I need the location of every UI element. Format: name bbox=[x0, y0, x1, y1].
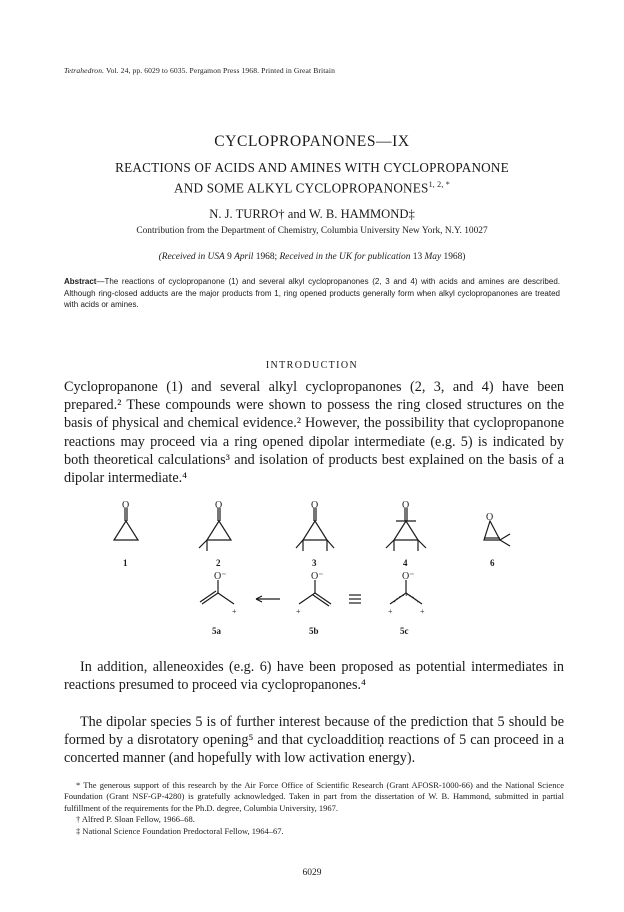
anion-5b: O⁻ bbox=[311, 571, 324, 582]
equivalence-sign bbox=[349, 595, 361, 603]
label-6: 6 bbox=[490, 558, 495, 568]
label-5b: 5b bbox=[309, 626, 319, 636]
author-2-initials: and W. B. H bbox=[284, 207, 350, 221]
atom-o-3: O bbox=[311, 500, 319, 511]
cation-5c-left: + bbox=[388, 607, 393, 616]
subtitle-line-2-text: AND SOME ALKYL CYCLOPROPANONES bbox=[174, 180, 429, 196]
affiliation: Contribution from the Department of Chemistry, Columbia University New York, N.Y. 10027 bbox=[136, 226, 488, 236]
received-usa-day: 9 bbox=[224, 252, 235, 262]
paragraph-2-text: In addition, alleneoxides (e.g. 6) have been proposed as potential intermediates in reactions presumed to proceed via cyclopropanones.⁴ bbox=[64, 659, 564, 694]
author-1-mark: † bbox=[278, 207, 285, 221]
subtitle-line-1: REACTIONS OF ACIDS AND AMINES WITH CYCLOPROPANONE bbox=[115, 160, 509, 175]
anion-5a: O⁻ bbox=[214, 571, 227, 582]
label-3: 3 bbox=[312, 558, 317, 568]
atom-o-4: O bbox=[402, 500, 410, 511]
structure-3 bbox=[296, 508, 334, 551]
author-2-surname: AMMOND bbox=[349, 207, 409, 221]
paragraph-3-text: The dipolar species 5 is of further interest because of the prediction that 5 should be formed by a disrotatory opening⁵ and that cycloadditioņ reactions of 5 can proceed in a concerted manner (and hopefully with low activation energy). bbox=[64, 714, 564, 767]
label-5c: 5c bbox=[400, 626, 409, 636]
paragraph-3 bbox=[64, 713, 564, 768]
journal-name: Tetrahedron. bbox=[64, 66, 105, 75]
footnote-acknowledgement: * The generous support of this research by the Air Force Office of Scientific Research (Grant AFOSR-1000-66) and the National Science Foundation (Grant NSF-GP-4280) is gratefully acknowledged. Taken in part from the dissertation of W. B. Hammond, submitted in partial fulfillment of the requirements for the Ph.D. degree, Columbia University, 1967. bbox=[64, 780, 564, 813]
received-usa-label: (Received in USA bbox=[158, 252, 225, 262]
structure-2 bbox=[199, 508, 231, 551]
atom-o-1: O bbox=[122, 500, 130, 511]
cation-5b: + bbox=[296, 607, 301, 616]
received-usa-year: 1968; bbox=[253, 252, 280, 262]
received-dates bbox=[0, 252, 624, 262]
label-1: 1 bbox=[123, 558, 128, 568]
anion-5c: O⁻ bbox=[402, 571, 415, 582]
structure-1 bbox=[114, 508, 138, 540]
label-5a: 5a bbox=[212, 626, 221, 636]
structure-5b bbox=[299, 580, 331, 606]
running-header bbox=[64, 66, 335, 75]
abstract-text: —The reactions of cyclopropanone (1) and several alkyl cyclopropanones (2, 3 and 4) with acids and amines are described. Although ring-closed adducts are the major products from 1, ring opened products generally form when alkyl cyclopropanones are treated with acids or amines. bbox=[64, 277, 560, 310]
article-subtitle bbox=[0, 159, 624, 196]
received-uk-month: May bbox=[424, 252, 442, 262]
footnotes bbox=[64, 780, 564, 837]
atom-o-2: O bbox=[215, 500, 223, 511]
author-1-surname: URRO bbox=[243, 207, 279, 221]
footnote-author-2: ‡ National Science Foundation Predoctoral Fellow, 1964–67. bbox=[76, 825, 284, 836]
structure-5c bbox=[390, 580, 422, 604]
received-uk-label: Received in the UK for publication bbox=[279, 252, 411, 262]
chemical-structures-figure bbox=[0, 488, 624, 638]
atom-o-6: O bbox=[486, 512, 494, 523]
label-2: 2 bbox=[216, 558, 221, 568]
author-line bbox=[0, 207, 624, 222]
structure-5a bbox=[200, 580, 234, 604]
page-number: 6029 bbox=[302, 868, 322, 878]
paragraph-1: Cyclopropanone (1) and several alkyl cyclopropanones (2, 3, and 4) have been prepared.² These compounds were shown to possess the ring closed structures on the basis of physical and chemical evidence.² However, the possibility that cyclopropanone reactions may proceed via a ring opened dipolar intermediate (e.g. 5) is indicated by both theoretical calculations³ and isolation of products best explained on the basis of a dipolar intermediate.⁴ bbox=[64, 379, 564, 487]
structure-6 bbox=[484, 521, 510, 546]
abstract-label: Abstract bbox=[64, 277, 97, 286]
received-uk-year: 1968) bbox=[441, 252, 466, 262]
received-usa-month: April bbox=[234, 252, 254, 262]
journal-details: Vol. 24, pp. 6029 to 6035. Pergamon Press 1968. Printed in Great Britain bbox=[105, 66, 335, 75]
cation-5c-right: + bbox=[420, 607, 425, 616]
cation-5a: + bbox=[232, 607, 237, 616]
subtitle-line-2 bbox=[0, 176, 624, 196]
label-4: 4 bbox=[403, 558, 408, 568]
section-heading-introduction: INTRODUCTION bbox=[265, 360, 359, 371]
author-1-initials: N. J. T bbox=[209, 207, 244, 221]
received-uk-day: 13 bbox=[410, 252, 425, 262]
author-2-mark: ‡ bbox=[408, 207, 415, 221]
subtitle-footnote-refs: 1, 2, * bbox=[428, 180, 450, 189]
abstract bbox=[64, 276, 560, 311]
footnote-author-1: † Alfred P. Sloan Fellow, 1966–68. bbox=[76, 814, 195, 825]
article-title: CYCLOPROPANONES—IX bbox=[214, 133, 410, 150]
paragraph-2 bbox=[64, 658, 564, 694]
structure-4 bbox=[386, 508, 426, 551]
